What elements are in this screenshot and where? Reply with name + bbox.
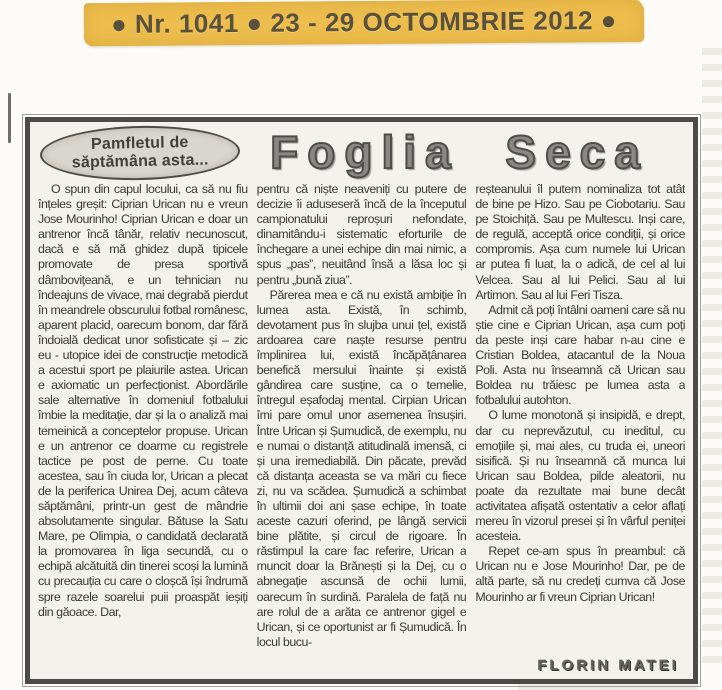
scan-bleedthrough-right xyxy=(702,48,722,668)
badge-line2: săptămâna asta... xyxy=(71,151,209,172)
article-paragraph: Repet ce-am spus în preambul: că Urican nu e Jose Mourinho! Dar, pe de altă parte, să nu credeți cumva că Jose Mourinho ar fi vreun Ciprian Urican! xyxy=(475,544,685,604)
article-box xyxy=(25,117,698,684)
article-paragraph: O lume monotonă și insipidă, e drept, dar cu neprevăzutul, cu ineditul, cu emoțiile și, mai ales, cu truda ei, uneori sisifică. Și nu înseamnă că munca lui Urican sau Boldea, pilde aleatorii, nu poate da rezultate mai bune decât activitatea afișată ostentativ a celor aflați mereu în vizorul presei și în vârful peniței acesteia. xyxy=(475,408,685,544)
article-header xyxy=(38,126,685,178)
badge-line1: Pamfletul de xyxy=(90,133,189,154)
pamphlet-badge xyxy=(39,124,240,182)
scan-artifact-line xyxy=(8,93,11,143)
article-paragraph: pentru că niște neaveniți cu putere de decizie îi aduseseră încă de la începutul campionatului reproșuri nefondate, dinamitându-i sistematic eforturile de închegare a unei echipe din mai nimic, a spus „pas”, neuitând însă a lăsa loc și pentru „bună ziua”. xyxy=(256,182,467,287)
article-column-1 xyxy=(38,182,248,668)
article-paragraph: Admit că poți întâlni oameni care să nu știe cine e Ciprian Urican, așa cum poți da peste inși care habar n-au cine e Cristian Boldea, atacantul de la Noua Poli. Asta nu înseamnă că Urican sau Boldea nu trăiesc pe lumea asta a fotbalului autohton. xyxy=(475,302,685,408)
author-byline: FLORIN MATEI xyxy=(537,657,679,674)
article-columns xyxy=(38,182,685,668)
article-column-3 xyxy=(475,182,685,668)
article-paragraph: O spun din capul locului, ca să nu fiu înțeles greșit: Ciprian Urican nu e vreun Jose Mourinho! Ciprian Urican e doar un antrenor încă tânăr, relativ necunoscut, dacă e să mă ghidez după tipicele promovate de presa sportivă dâmbovițeană, e un tehnician nu îndeajuns de vivace, mai degrabă pierdut în meandrele obscurului fotbal românesc, aparent placid, oarecum bonom, dar fără îndoială dedicat unor sofisticate și – zic eu - utopice idei de construcție metodică a acestui sport pe plaiurile astea. Urican e axiomatic un perfecționist. Abordările sale alternative în domeniul fotbalului îmbie la meditație, dar și la o analiză mai temeinică a conceptelor propuse. Urican e un antrenor ce doarme cu registrele tactice pe post de perne. Cu toate acestea, sau în ciuda lor, Urican a plecat de la periferica Unirea Dej, acum câteva săptămâni, printr-un gest de mândrie absolutamente singular. Bătuse la Satu Mare, pe Olimpia, o candidată declarată la promovarea în liga secundă, cu o echipă alcătuită din tinerei scoși la lumină cu precauția cu care o cloșcă își îndrumă spre razele soarelui puii proaspăt ieșiți din găoace. Dar, xyxy=(38,182,248,619)
masthead-banner xyxy=(84,0,644,46)
article-title: Foglia Seca xyxy=(270,126,649,178)
scan-bleedthrough-bottom xyxy=(518,684,698,690)
article-paragraph: Părerea mea e că nu există ambiție în lumea asta. Există, în schimb, devotament pus în slujba unui țel, există ardoarea care naște resurse pentru împlinirea lui, există încăpățânarea benefică mersului înainte și există gândirea care susține, ca o temelie, întregul eșafodaj mental. Cirpian Urican îmi pare omul unor asemenea însușiri. Între Urican și Șumudică, de exemplu, nu e numai o distanță atitudinală imensă, ci și una iremediabilă. Din păcate, prevăd că distanța aceasta se va mări cu fiece zi, nu va scădea. Șumudică a schimbat în ultimii doi ani șase echipe, în toate aceste cazuri oferind, pe lângă servicii bine plătite, și circul de rigoare. În răstimpul la care fac referire, Urican a muncit doar la Brănești și la Dej, cu o abnegație ascunsă de ochii lumii, oarecum în surdină. Paralela de față nu are rolul de a arăta ce antrenor gigel e Urican, și ce oportunist ar fi Șumudică. În locul bucu- xyxy=(256,287,467,649)
article-column-2 xyxy=(257,182,467,668)
article-paragraph: reșteanului îl putem nominaliza tot atât de bine pe Hizo. Sau pe Ciobotariu. Sau pe Stoichiță. Sau pe Multescu. Inși care, de regulă, acceptă orice condiții, și orice compromis. Așa cum numele lui Urican ar putea fi luat, la o adică, de cel al lui Velcea. Sau al lui Pelici. Sau al lui Artimon. Sau al lui Feri Tisza. xyxy=(475,182,685,302)
masthead-issue-text: ● Nr. 1041 ● 23 - 29 OCTOMBRIE 2012 ● xyxy=(110,5,618,39)
